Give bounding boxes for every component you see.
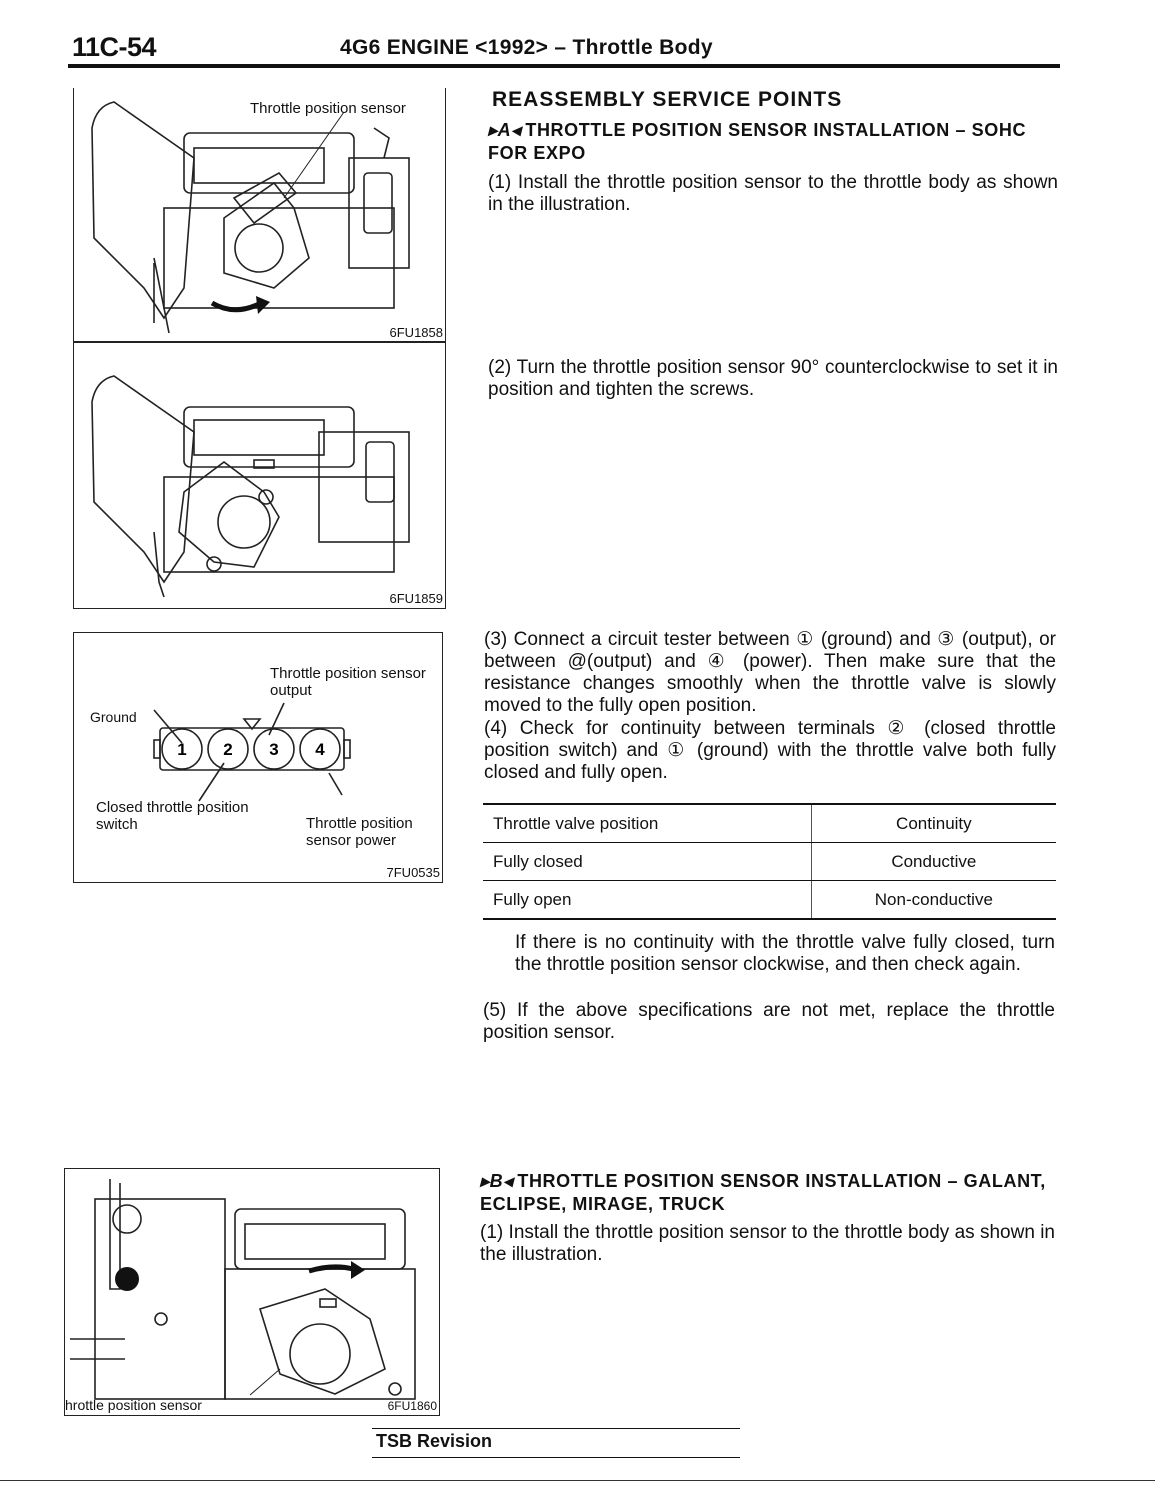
step-3: (3) Connect a circuit tester between ① (ground) and ③ (output), or between @(output) and ④ (power). Then make sure that the resistance changes smoothly when the throttle valve is slowly moved to the fully open position. <box>484 629 1056 716</box>
fig4-code: 6FU1860 <box>387 1399 437 1413</box>
figure-tps-install <box>73 88 446 343</box>
fig3-label-power: Throttle position sensor power <box>306 815 413 849</box>
fig1-code: 6FU1858 <box>389 325 443 340</box>
page-title: 4G6 ENGINE <1992> – Throttle Body <box>340 36 713 59</box>
figure-connector-terminals <box>73 632 443 883</box>
terminal-number: 3 <box>269 740 279 759</box>
fig3-code: 7FU0535 <box>386 865 440 880</box>
sub-heading-a <box>488 119 1058 165</box>
sub-heading-b <box>480 1170 1055 1216</box>
table-header-row <box>483 804 1056 843</box>
footer-rule <box>0 1480 1155 1481</box>
step-2: (2) Turn the throttle position sensor 90° counterclockwise to set it in position and tighten the screws. <box>488 357 1058 400</box>
tsb-revision-label: TSB Revision <box>376 1431 493 1451</box>
table-header-cell: Throttle valve position <box>483 804 811 843</box>
sub-b-title: THROTTLE POSITION SENSOR INSTALLATION – GALANT, ECLIPSE, MIRAGE, TRUCK <box>480 1171 1046 1214</box>
marker-a: ▸A◂ <box>488 120 521 140</box>
throttle-body-illustration-2 <box>74 342 446 608</box>
table-header-cell: Continuity <box>811 804 1056 843</box>
step-b1: (1) Install the throttle position sensor to the throttle body as shown in the illustration. <box>480 1222 1055 1265</box>
terminal-number: 1 <box>177 740 187 759</box>
fig4-label: hrottle position sensor <box>65 1397 202 1413</box>
terminal-number: 2 <box>223 740 233 759</box>
figure-tps-install-galant <box>64 1168 440 1416</box>
fig3-label-output: Throttle position sensor output <box>270 665 426 699</box>
table-cell: Conductive <box>811 843 1056 881</box>
continuity-table <box>483 803 1056 920</box>
marker-b: ▸B◂ <box>480 1171 513 1191</box>
tsb-revision-box <box>372 1428 740 1458</box>
figure-tps-rotated <box>73 341 446 609</box>
table-cell: Fully open <box>483 881 811 920</box>
step-1: (1) Install the throttle position sensor to the throttle body as shown in the illustration. <box>488 172 1058 215</box>
terminal-number: 4 <box>315 740 325 759</box>
note-paragraph: If there is no continuity with the throttle valve fully closed, turn the throttle position sensor clockwise, and then check again. <box>515 932 1055 975</box>
throttle-body-illustration-3 <box>65 1169 439 1415</box>
sub-a-title: THROTTLE POSITION SENSOR INSTALLATION – SOHC FOR EXPO <box>488 120 1027 163</box>
page-number: 11C-54 <box>72 32 157 62</box>
fig1-label: Throttle position sensor <box>250 100 406 117</box>
table-cell: Fully closed <box>483 843 811 881</box>
step-4: (4) Check for continuity between terminals ② (closed throttle position switch) and ① (ground) with the throttle valve both fully closed and fully open. <box>484 718 1056 783</box>
connector-terminal-circles <box>162 729 340 769</box>
fig3-label-ground: Ground <box>90 709 137 725</box>
fig3-label-switch: Closed throttle position switch <box>96 799 249 833</box>
fig2-code: 6FU1859 <box>389 591 443 606</box>
throttle-body-illustration-1 <box>74 88 446 342</box>
section-title: REASSEMBLY SERVICE POINTS <box>492 88 843 111</box>
table-row <box>483 843 1056 881</box>
table-row <box>483 881 1056 920</box>
table-cell: Non-conductive <box>811 881 1056 920</box>
header-rule <box>68 64 1060 68</box>
step-5: (5) If the above specifications are not met, replace the throttle position sensor. <box>483 1000 1055 1043</box>
